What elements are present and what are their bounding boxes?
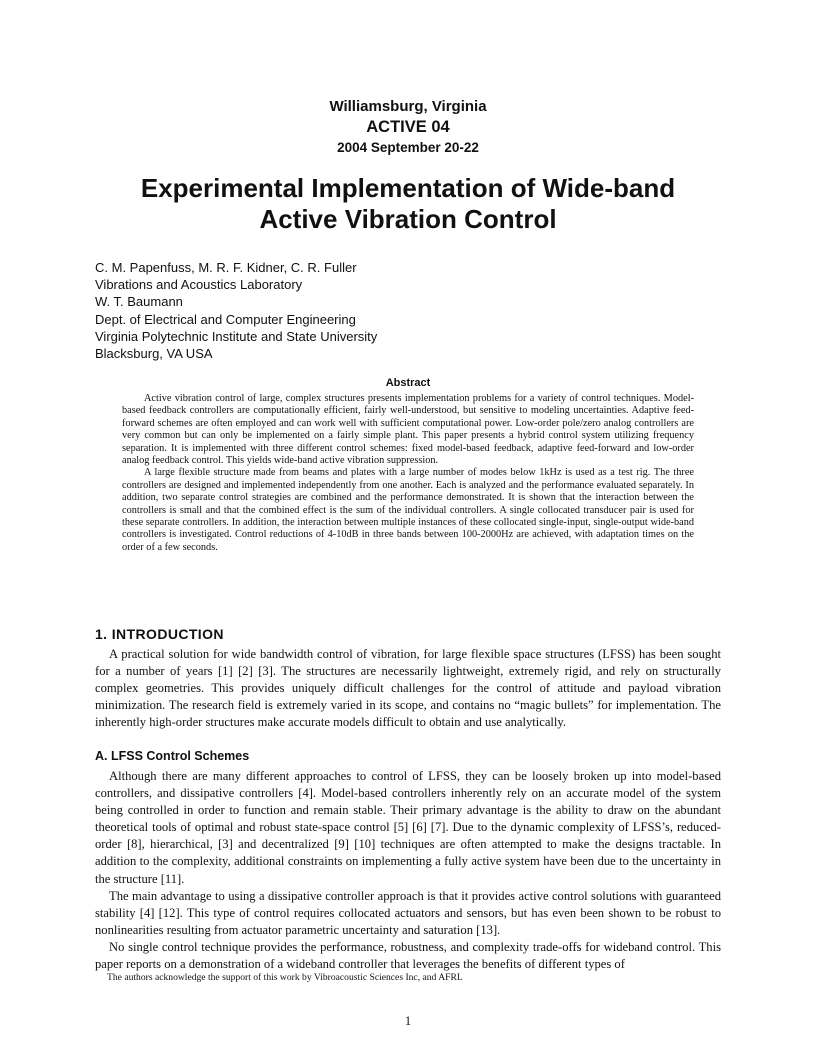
section-heading-introduction: 1. INTRODUCTION bbox=[95, 626, 224, 642]
author-line: Blacksburg, VA USA bbox=[95, 346, 213, 362]
subsection-heading-lfss-control-schemes: A. LFSS Control Schemes bbox=[95, 749, 250, 763]
conference-location: Williamsburg, Virginia bbox=[329, 98, 487, 115]
section-body-introduction bbox=[95, 646, 721, 731]
abstract-body bbox=[122, 393, 694, 554]
author-line: W. T. Baumann bbox=[95, 294, 183, 310]
body-paragraph: A practical solution for wide bandwidth control of vibration, for large flexible space structures (LFSS) has been sought for a number of years [1] [2] [3]. The structures are necessarily lightweight, extremely rigid, and rely on structurally complex geometries. This provides uniquely difficult challenges for the control of attitude and payload vibration minimization. The research field is extremely varied in its scope, and contains no “magic bullets” for implementation. The inherently high-order structures make accurate models difficult to obtain and use analytically. bbox=[95, 647, 721, 730]
author-line: C. M. Papenfuss, M. R. F. Kidner, C. R. Fuller bbox=[95, 260, 357, 275]
subsection-body-lfss-control-schemes bbox=[95, 768, 721, 973]
conference-name: ACTIVE 04 bbox=[366, 118, 450, 136]
page-number: 1 bbox=[404, 1014, 412, 1028]
paper-title-line-1: Experimental Implementation of Wide-band bbox=[140, 173, 676, 203]
author-line: Vibrations and Acoustics Laboratory bbox=[95, 277, 303, 293]
body-paragraph: No single control technique provides the performance, robustness, and complexity trade-offs for wideband control. This paper reports on a demonstration of a wideband controller that leverages the benefits of different types of bbox=[95, 939, 721, 972]
author-block bbox=[95, 259, 377, 362]
paper-title-line-2: Active Vibration Control bbox=[259, 204, 557, 234]
footnote: The authors acknowledge the support of this work by Vibroacoustic Sciences Inc, and AFRL bbox=[107, 972, 463, 983]
author-line: Dept. of Electrical and Computer Engineering bbox=[95, 311, 356, 327]
body-paragraph: The main advantage to using a dissipative controller approach is that it provides active control solutions with guaranteed stability [4] [12]. This type of control requires collocated actuators and sensors, but has even been shown to be robust to nonlinearities resulting from actuator parametric uncertainty and saturation [13]. bbox=[95, 888, 721, 937]
abstract-paragraph: Active vibration control of large, complex structures presents implementation problems for a variety of control techniques. Model-based feedback controllers are computationally efficient, fairly well-understood, but sensitive to modeling uncertainties. Adaptive feed-forward schemes are often employed and can work well with sufficient computational power. Low-order pole/zero analog controllers are very common but can only be implemented on a fairly simple plant. This paper presents a hybrid control system utilizing frequency separation. It is implemented with three different control schemes: fixed model-based feedback, adaptive feed-forward and low-order analog feedback control. This yields wide-band active vibration suppression. bbox=[122, 393, 694, 467]
body-paragraph: Although there are many different approaches to control of LFSS, they can be loosely broken up into model-based controllers, and dissipative controllers [4]. Model-based controllers inherently rely on an accurate model of the system being controlled in order to function and remain stable. Their primary advantage is the ability to draw on the abundant theoretical tools of optimal and robust state-space control [5] [6] [7]. Due to the dynamic complexity of LFSS’s, reduced-order [8], hierarchical, [3] and decentralized [9] [10] techniques are often attempted to make the designs tractable. In addition to the complexity, additional constraints on implementing a fully active system have been due to the uncertainty in the structure [11]. bbox=[95, 769, 721, 886]
paper-title bbox=[60, 173, 756, 235]
abstract-heading: Abstract bbox=[385, 377, 431, 389]
conference-dates: 2004 September 20-22 bbox=[337, 140, 479, 155]
author-line: Virginia Polytechnic Institute and State University bbox=[95, 328, 378, 344]
abstract-paragraph: A large flexible structure made from beams and plates with a large number of modes below 1kHz is used as a test rig. The three controllers are designed and implemented independently from one another. Each is analyzed and the performance evaluated separately. In addition, two separate control strategies are combined and the performance demonstrated. It is shown that the interaction between the controllers is small and that the combined effect is the sum of the individual controllers. A single collocated transducer pair is used for these separate controllers. In addition, the interaction between multiple instances of these collocated single-input, single-output wide-band controllers is investigated. Control reductions of 4-10dB in three bands between 100-2000Hz are achieved, with adaptation times on the order of a few seconds. bbox=[122, 467, 694, 553]
